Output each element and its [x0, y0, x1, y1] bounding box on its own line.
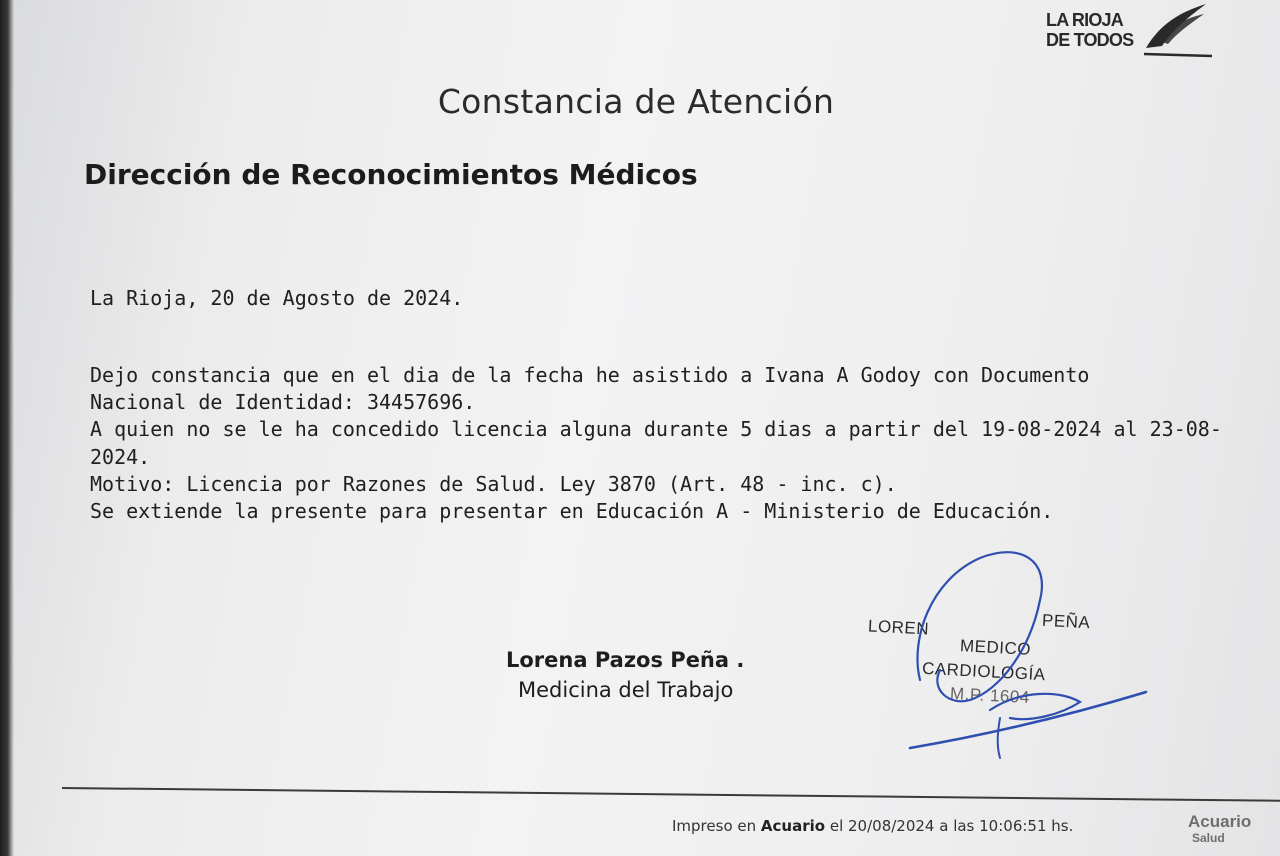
footer-prefix: Impreso en [672, 817, 757, 835]
page-edge-shadow [0, 0, 14, 856]
body-line: Se extiende la presente para presentar en Educación A - Ministerio de Educación. [90, 498, 1054, 523]
signer-name: Lorena Pazos Peña . [506, 648, 745, 672]
acuario-logo-line-2: Salud [1192, 831, 1225, 845]
footer-timestamp: el 20/08/2024 a las 10:06:51 hs. [829, 817, 1074, 835]
logo-line-1: LA RIOJA [1046, 10, 1123, 30]
footer-divider [62, 787, 1280, 802]
body-line: Dejo constancia que en el dia de la fecha he asistido a Ivana A Godoy con Documento [90, 363, 1090, 387]
stamp-line-3: CARDIOLOGÍA [921, 658, 1047, 685]
body-line: 2024. [90, 444, 151, 469]
stamp-line-1: LOREN [867, 616, 930, 639]
logo-line-2: DE TODOS [1046, 30, 1134, 50]
certificate-body [90, 362, 1222, 525]
body-line: A quien no se le ha concedido licencia alguna durante 5 dias a partir del 19-08-2024 al 23-08- [90, 417, 1222, 442]
logo-swoosh-icon [1140, 4, 1220, 60]
date-line: La Rioja, 20 de Agosto de 2024. [90, 286, 464, 310]
la-rioja-logo [1040, 4, 1220, 60]
acuario-logo-line-1: Acuario [1188, 812, 1252, 831]
document-title: Constancia de Atención [437, 82, 835, 121]
stamp-line-4: M.P. 1604 [949, 683, 1031, 708]
department-title: Dirección de Reconocimientos Médicos [84, 158, 698, 191]
signer-role: Medicina del Trabajo [518, 678, 734, 702]
stamp-line-1b: PEÑA [1041, 610, 1091, 633]
body-line: Motivo: Licencia por Razones de Salud. Ley 3870 (Art. 48 - inc. c). [90, 471, 897, 496]
body-line: Nacional de Identidad: 34457696. [90, 390, 476, 415]
handwritten-signature [860, 540, 1160, 770]
stamp-line-2: MEDICO [959, 636, 1032, 659]
acuario-logo [1188, 814, 1251, 846]
logo-text [1046, 10, 1133, 50]
footer-app-name: Acuario [760, 817, 826, 835]
doctor-stamp [860, 540, 1160, 770]
print-footer [672, 817, 1073, 835]
